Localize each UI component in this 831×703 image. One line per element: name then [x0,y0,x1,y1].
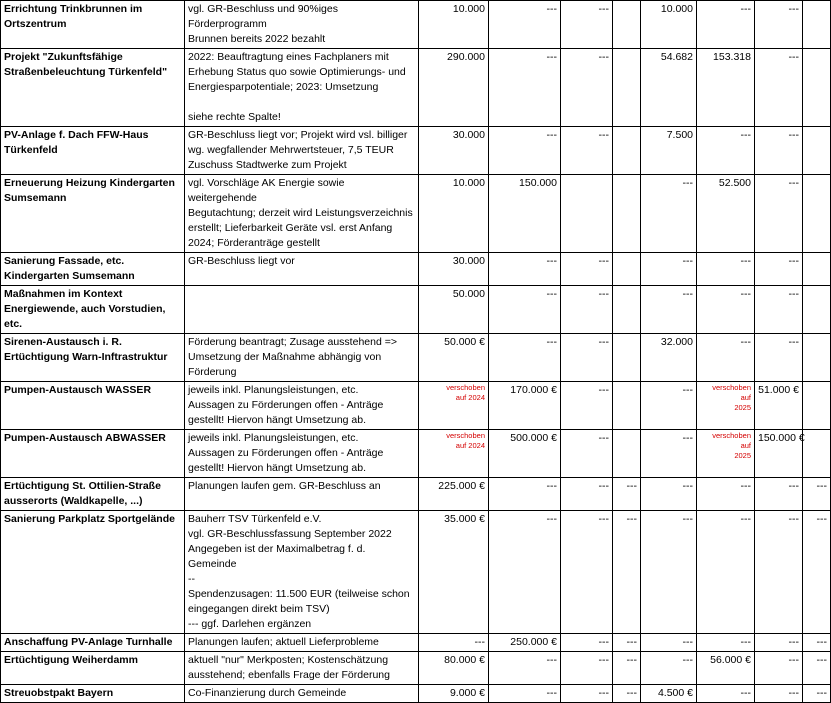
value-col-4 [613,430,641,478]
value-col-3: --- [561,634,613,652]
value-col-7: --- [755,175,803,253]
value-col-3: --- [561,478,613,511]
table-row [1,1,831,49]
project-description: vgl. Vorschläge AK Energie sowie weitergehende Begutachtung; derzeit wird Leistungsverzeichnis erstellt; Lieferbarkeit Geräte vsl. erst Anfang 2024; Förderanträge gestellt [185,175,419,253]
value-col-3: --- [561,253,613,286]
project-description: Bauherr TSV Türkenfeld e.V. vgl. GR-Beschlussfassung September 2022 Angegeben ist der Maximalbetrag f. d. Gemeinde -- Spendenzusagen: 11.500 EUR (teilweise schon eingegangen direkt beim TSV) --- ggf. Darlehen ergänzen [185,511,419,634]
project-name: Erneuerung Heizung Kindergarten Sumsemann [1,175,185,253]
value-col-4 [613,286,641,334]
table-row [1,286,831,334]
table-row [1,652,831,685]
value-col-1: 50.000 € [419,334,489,382]
value-col-7: --- [755,127,803,175]
value-col-8: --- [803,634,831,652]
project-name: Anschaffung PV-Anlage Turnhalle [1,634,185,652]
value-col-1: 80.000 € [419,652,489,685]
value-col-5: --- [641,175,697,253]
table-row [1,175,831,253]
value-col-1: 9.000 € [419,685,489,703]
value-col-1: 10.000 [419,175,489,253]
value-col-2: --- [489,478,561,511]
value-col-6: --- [697,685,755,703]
value-col-7: --- [755,286,803,334]
value-col-6: --- [697,634,755,652]
value-col-3: --- [561,382,613,430]
value-col-2: 500.000 € [489,430,561,478]
project-name: Sanierung Parkplatz Sportgelände [1,511,185,634]
value-col-1: --- [419,634,489,652]
value-col-4 [613,175,641,253]
value-col-8: --- [803,685,831,703]
value-col-4 [613,49,641,127]
value-col-5: --- [641,382,697,430]
value-col-7: --- [755,634,803,652]
table-row [1,127,831,175]
value-col-1: 30.000 [419,127,489,175]
value-col-4 [613,253,641,286]
project-description [185,286,419,334]
value-col-3 [561,175,613,253]
value-col-4 [613,1,641,49]
value-col-8 [803,253,831,286]
value-col-8 [803,127,831,175]
value-col-6: 52.500 [697,175,755,253]
project-description: Co-Finanzierung durch Gemeinde [185,685,419,703]
value-col-8: --- [803,652,831,685]
value-col-8 [803,382,831,430]
project-name: Sanierung Fassade, etc. Kindergarten Sumsemann [1,253,185,286]
value-col-1: 225.000 € [419,478,489,511]
value-col-3: --- [561,430,613,478]
project-description: jeweils inkl. Planungsleistungen, etc. Aussagen zu Förderungen offen - Anträge gestellt! Hiervon hängt Umsetzung ab. [185,382,419,430]
value-col-4: --- [613,511,641,634]
value-col-3: --- [561,334,613,382]
value-col-8 [803,1,831,49]
table-row [1,49,831,127]
value-col-5: --- [641,253,697,286]
value-col-5: --- [641,430,697,478]
project-name: Streuobstpakt Bayern [1,685,185,703]
value-col-5: --- [641,511,697,634]
value-col-1: 30.000 [419,253,489,286]
value-col-3: --- [561,685,613,703]
value-col-7: --- [755,253,803,286]
deferred-note: verschoben auf 2025 [697,430,755,478]
value-col-2: 170.000 € [489,382,561,430]
value-col-6: --- [697,1,755,49]
value-col-1: 10.000 [419,1,489,49]
project-name: Sirenen-Austausch i. R. Ertüchtigung Warn-Inftrastruktur [1,334,185,382]
value-col-2: --- [489,685,561,703]
value-col-8 [803,286,831,334]
project-description: 2022: Beauftragtung eines Fachplaners mit Erhebung Status quo sowie Optimierungs- und Energiesparpotentiale; 2023: Umsetzung siehe rechte Spalte! [185,49,419,127]
value-col-7: --- [755,511,803,634]
value-col-4 [613,127,641,175]
value-col-7: 51.000 € [755,382,803,430]
table-row [1,253,831,286]
value-col-6: --- [697,286,755,334]
value-col-2: --- [489,652,561,685]
project-description: Planungen laufen gem. GR-Beschluss an [185,478,419,511]
value-col-8: --- [803,511,831,634]
project-name: Ertüchtigung St. Ottilien-Straße ausserorts (Waldkapelle, ...) [1,478,185,511]
value-col-7: --- [755,334,803,382]
value-col-2: --- [489,127,561,175]
project-description: vgl. GR-Beschluss und 90%iges Förderprogramm Brunnen bereits 2022 bezahlt [185,1,419,49]
value-col-6: --- [697,127,755,175]
table-row [1,511,831,634]
project-name: PV-Anlage f. Dach FFW-Haus Türkenfeld [1,127,185,175]
value-col-4: --- [613,685,641,703]
value-col-2: --- [489,49,561,127]
value-col-7: 150.000 € [755,430,803,478]
value-col-6: --- [697,511,755,634]
value-col-1: 35.000 € [419,511,489,634]
project-name: Errichtung Trinkbrunnen im Ortszentrum [1,1,185,49]
value-col-7: --- [755,49,803,127]
value-col-3: --- [561,286,613,334]
value-col-5: 32.000 [641,334,697,382]
value-col-6: --- [697,334,755,382]
project-description: aktuell "nur" Merkposten; Kostenschätzung ausstehend; ebenfalls Frage der Förderung [185,652,419,685]
deferred-note: verschoben auf 2024 [419,430,489,478]
deferred-note: verschoben auf 2024 [419,382,489,430]
table-row [1,685,831,703]
project-name: Maßnahmen im Kontext Energiewende, auch Vorstudien, etc. [1,286,185,334]
project-description: GR-Beschluss liegt vor; Projekt wird vsl. billiger wg. wegfallender Mehrwertsteuer, 7,5 TEUR Zuschuss Stadtwerke zum Projekt [185,127,419,175]
value-col-7: --- [755,478,803,511]
value-col-3: --- [561,127,613,175]
value-col-8 [803,334,831,382]
value-col-8 [803,430,831,478]
value-col-5: 4.500 € [641,685,697,703]
table-row [1,334,831,382]
project-name: Pumpen-Austausch WASSER [1,382,185,430]
value-col-3: --- [561,511,613,634]
value-col-3: --- [561,652,613,685]
value-col-6: --- [697,478,755,511]
table-row [1,430,831,478]
table-row [1,478,831,511]
value-col-6: 153.318 [697,49,755,127]
value-col-3: --- [561,1,613,49]
value-col-6: 56.000 € [697,652,755,685]
project-description: jeweils inkl. Planungsleistungen, etc. Aussagen zu Förderungen offen - Anträge gestellt! Hiervon hängt Umsetzung ab. [185,430,419,478]
value-col-7: --- [755,652,803,685]
value-col-3: --- [561,49,613,127]
value-col-5: 54.682 [641,49,697,127]
value-col-4 [613,334,641,382]
value-col-8 [803,49,831,127]
value-col-5: 10.000 [641,1,697,49]
project-name: Pumpen-Austausch ABWASSER [1,430,185,478]
project-description: Planungen laufen; aktuell Lieferprobleme [185,634,419,652]
value-col-7: --- [755,1,803,49]
deferred-note: verschoben auf 2025 [697,382,755,430]
value-col-5: --- [641,286,697,334]
value-col-6: --- [697,253,755,286]
value-col-5: --- [641,478,697,511]
value-col-1: 290.000 [419,49,489,127]
value-col-2: --- [489,286,561,334]
value-col-2: --- [489,1,561,49]
value-col-5: 7.500 [641,127,697,175]
value-col-2: --- [489,253,561,286]
value-col-8: --- [803,478,831,511]
value-col-8 [803,175,831,253]
project-name: Projekt "Zukunftsfähige Straßenbeleuchtung Türkenfeld" [1,49,185,127]
value-col-4: --- [613,634,641,652]
project-name: Ertüchtigung Weiherdamm [1,652,185,685]
value-col-2: 150.000 [489,175,561,253]
value-col-4 [613,382,641,430]
value-col-5: --- [641,634,697,652]
project-description: GR-Beschluss liegt vor [185,253,419,286]
project-description: Förderung beantragt; Zusage ausstehend => Umsetzung der Maßnahme abhängig von Förderung [185,334,419,382]
value-col-2: 250.000 € [489,634,561,652]
value-col-5: --- [641,652,697,685]
table-row [1,634,831,652]
value-col-4: --- [613,478,641,511]
value-col-2: --- [489,511,561,634]
value-col-2: --- [489,334,561,382]
value-col-1: 50.000 [419,286,489,334]
value-col-4: --- [613,652,641,685]
table-row [1,382,831,430]
value-col-7: --- [755,685,803,703]
